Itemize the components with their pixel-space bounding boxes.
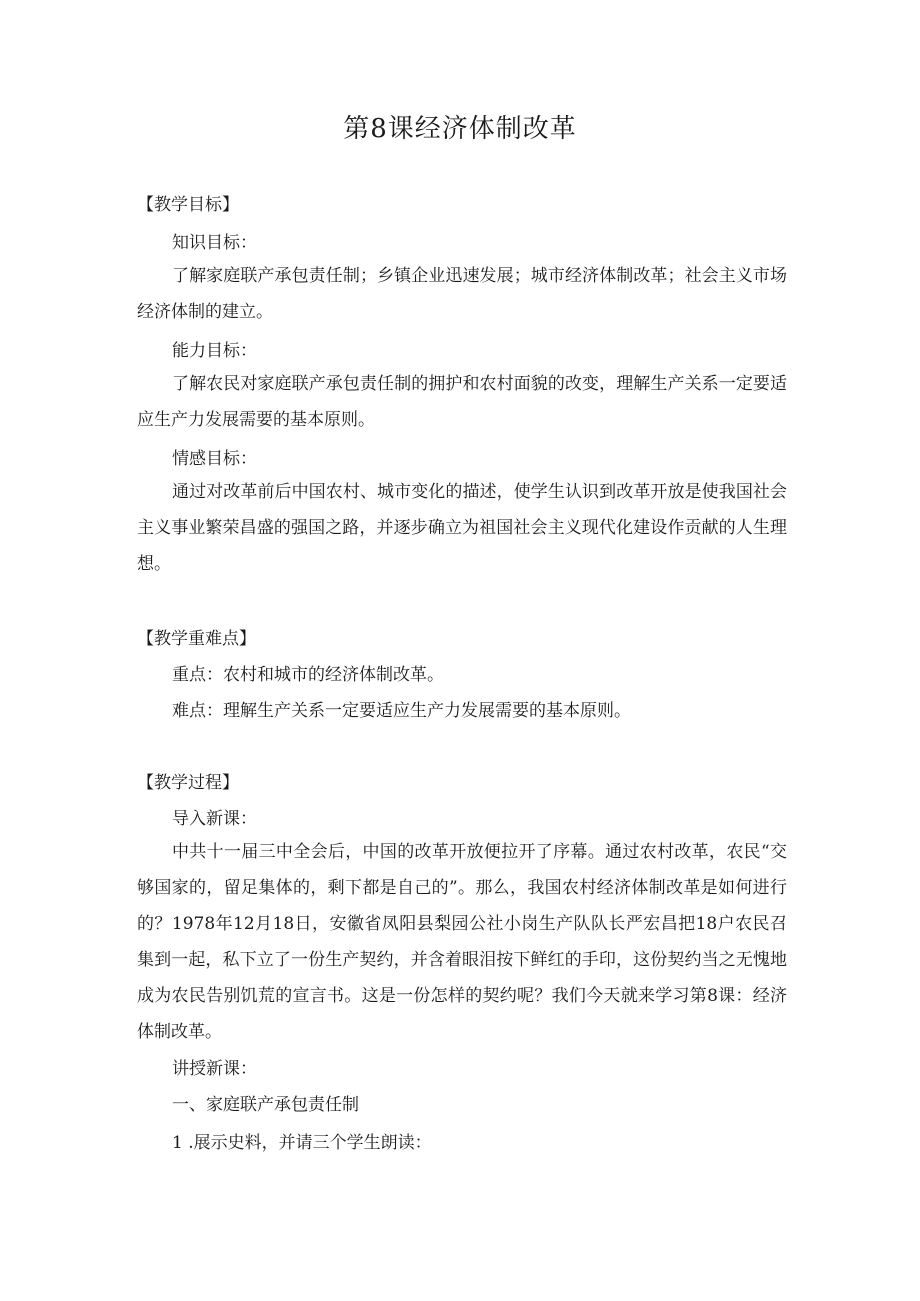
key-points-heading: 【教学重难点】 bbox=[137, 629, 256, 649]
intro-text: 中共十一届三中全会后，中国的改革开放便拉开了序幕。通过农村改革，农民“交够国家的，留足集体的，剩下都是自己的”。那么，我国农村经济体制改革是如何进行的？1978年12月18日，安徽省凤阳县梨园公社小岗生产队队长严宏昌把18户农民召集到一起，私下立了一份生产契约，并含着眼泪按下鲜红的手印，这份契约当之无愧地成为农民告别饥荒的宣言书。这是一份怎样的契约呢？我们今天就来学习第8课：经济体制改革。 bbox=[137, 842, 787, 1042]
difficulty-point: 难点：理解生产关系一定要适应生产力发展需要的基本原则。 bbox=[172, 701, 631, 721]
teach-label: 讲授新课： bbox=[172, 1059, 257, 1079]
focus-point: 重点：农村和城市的经济体制改革。 bbox=[172, 665, 444, 685]
section-heading-1: 一、家庭联产承包责任制 bbox=[172, 1095, 359, 1115]
list-item-1: 1 .展示史料，并请三个学生朗读： bbox=[172, 1133, 432, 1153]
intro-label: 导入新课： bbox=[172, 809, 257, 829]
lesson-title: 第8课经济体制改革 bbox=[343, 114, 577, 144]
process-heading: 【教学过程】 bbox=[137, 773, 239, 793]
emotion-goal-text: 通过对改革前后中国农村、城市变化的描述，使学生认识到改革开放是使我国社会主义事业繁荣昌盛的强国之路，并逐步确立为祖国社会主义现代化建设作贡献的人生理想。 bbox=[137, 482, 787, 574]
emotion-goal-label: 情感目标： bbox=[172, 449, 257, 469]
knowledge-goal-label: 知识目标： bbox=[172, 233, 257, 253]
ability-goal-label: 能力目标： bbox=[172, 341, 257, 361]
objectives-heading: 【教学目标】 bbox=[137, 195, 239, 215]
knowledge-goal-text: 了解家庭联产承包责任制；乡镇企业迅速发展；城市经济体制改革；社会主义市场经济体制的建立。 bbox=[137, 266, 787, 322]
ability-goal-text: 了解农民对家庭联产承包责任制的拥护和农村面貌的改变，理解生产关系一定要适应生产力发展需要的基本原则。 bbox=[137, 374, 787, 430]
